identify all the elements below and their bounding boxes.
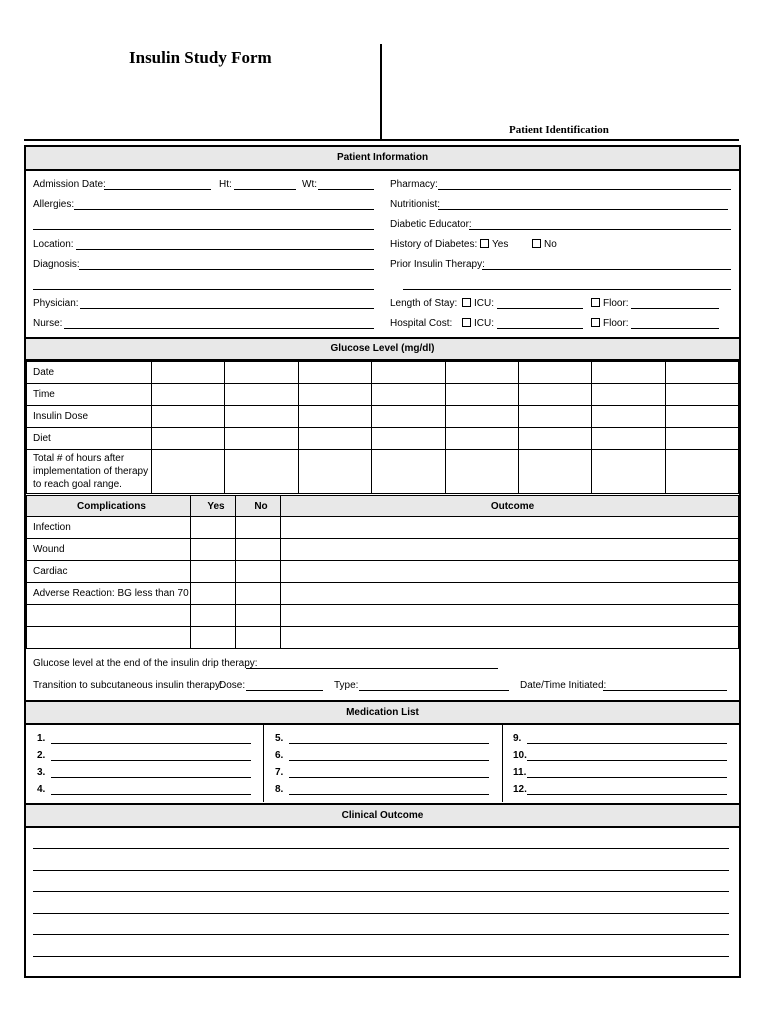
hospital-cost-label: Hospital Cost: — [390, 318, 453, 329]
pharmacy-label: Pharmacy: — [390, 179, 438, 190]
medication-field[interactable] — [51, 794, 251, 795]
glucose-row — [27, 406, 739, 428]
los-icu-option[interactable] — [462, 298, 494, 309]
form-frame — [24, 145, 741, 978]
glucose-cell[interactable] — [372, 450, 445, 494]
patient-identification-label: Patient Identification — [509, 124, 609, 136]
medication-number: 10. — [513, 750, 527, 761]
clinical-outcome-heading: Clinical Outcome — [26, 803, 739, 828]
glucose-cell[interactable] — [592, 362, 665, 384]
los-icu-label: ICU: — [474, 298, 494, 309]
diabetic-educator-field[interactable] — [469, 229, 731, 230]
prior-insulin-field[interactable] — [482, 269, 731, 270]
medication-field[interactable] — [289, 777, 489, 778]
nurse-label: Nurse: — [33, 318, 63, 329]
medication-field[interactable] — [527, 743, 727, 744]
glucose-cell[interactable] — [298, 384, 371, 406]
cost-icu-option[interactable] — [462, 318, 494, 329]
glucose-row — [27, 450, 739, 494]
glucose-cell[interactable] — [592, 384, 665, 406]
glucose-cell[interactable] — [518, 384, 591, 406]
medication-field[interactable] — [527, 794, 727, 795]
glucose-cell[interactable] — [592, 450, 665, 494]
medication-number: 6. — [275, 750, 284, 761]
diagnosis-field[interactable] — [79, 269, 374, 270]
medication-field[interactable] — [289, 794, 489, 795]
medication-number: 2. — [37, 750, 46, 761]
transition-label: Transition to subcutaneous insulin therapy: — [33, 680, 223, 691]
complication-row — [27, 539, 739, 561]
glucose-cell[interactable] — [445, 428, 518, 450]
glucose-cell[interactable] — [225, 362, 298, 384]
weight-field[interactable] — [318, 189, 374, 190]
complication-yes-cell[interactable] — [191, 517, 236, 539]
medication-number: 8. — [275, 784, 284, 795]
glucose-row — [27, 428, 739, 450]
glucose-cell[interactable] — [225, 384, 298, 406]
los-floor-option[interactable] — [591, 298, 629, 309]
glucose-cell[interactable] — [298, 428, 371, 450]
medication-field[interactable] — [527, 777, 727, 778]
nutritionist-field[interactable] — [438, 209, 728, 210]
length-of-stay-label: Length of Stay: — [390, 298, 458, 309]
medication-field[interactable] — [51, 743, 251, 744]
complication-yes-cell[interactable] — [191, 605, 236, 627]
complications-header: Complications — [27, 496, 191, 517]
medication-number: 3. — [37, 767, 46, 778]
glucose-row — [27, 384, 739, 406]
cost-icu-field[interactable] — [497, 328, 583, 329]
complication-no-cell[interactable] — [236, 627, 281, 649]
checkbox-icon[interactable] — [591, 298, 600, 307]
complication-no-cell[interactable] — [236, 539, 281, 561]
checkbox-icon[interactable] — [462, 318, 471, 327]
glucose-cell[interactable] — [592, 406, 665, 428]
glucose-cell[interactable] — [445, 362, 518, 384]
header-divider — [380, 44, 382, 140]
glucose-cell[interactable] — [665, 362, 738, 384]
glucose-row-label: Date — [27, 362, 152, 384]
history-of-diabetes-label: History of Diabetes: — [390, 239, 478, 250]
physician-label: Physician: — [33, 298, 79, 309]
glucose-cell[interactable] — [152, 450, 225, 494]
prior-insulin-label: Prior Insulin Therapy: — [390, 259, 485, 270]
outcome-header: Outcome — [281, 496, 739, 517]
glucose-cell[interactable] — [445, 384, 518, 406]
medication-col-divider — [263, 725, 264, 802]
type-label: Type: — [334, 680, 359, 691]
complication-row — [27, 517, 739, 539]
end-glucose-field[interactable] — [246, 668, 498, 669]
glucose-cell[interactable] — [225, 406, 298, 428]
glucose-cell[interactable] — [298, 450, 371, 494]
nutritionist-label: Nutritionist: — [390, 199, 441, 210]
dose-field[interactable] — [246, 690, 323, 691]
glucose-cell[interactable] — [152, 406, 225, 428]
complication-no-cell[interactable] — [236, 561, 281, 583]
complication-label: Adverse Reaction: BG less than 70 — [27, 583, 191, 605]
checkbox-icon[interactable] — [480, 239, 489, 248]
glucose-cell[interactable] — [152, 384, 225, 406]
medication-number: 4. — [37, 784, 46, 795]
glucose-cell[interactable] — [518, 406, 591, 428]
complication-no-cell[interactable] — [236, 605, 281, 627]
diagnosis-label: Diagnosis: — [33, 259, 80, 270]
complication-label: Wound — [27, 539, 191, 561]
medication-field[interactable] — [51, 777, 251, 778]
medication-field[interactable] — [289, 760, 489, 761]
history-no-label: No — [544, 239, 557, 250]
glucose-cell[interactable] — [372, 428, 445, 450]
complication-outcome-cell[interactable] — [281, 605, 739, 627]
diabetic-educator-label: Diabetic Educator: — [390, 219, 472, 230]
glucose-row-label: Insulin Dose — [27, 406, 152, 428]
allergies-field[interactable] — [74, 209, 374, 210]
glucose-cell[interactable] — [445, 406, 518, 428]
complication-no-cell[interactable] — [236, 583, 281, 605]
yes-header: Yes — [191, 496, 236, 517]
complication-row — [27, 627, 739, 649]
physician-field[interactable] — [80, 308, 374, 309]
medication-number: 5. — [275, 733, 284, 744]
complication-no-cell[interactable] — [236, 517, 281, 539]
cost-floor-option[interactable] — [591, 318, 629, 329]
medication-number: 1. — [37, 733, 46, 744]
history-no-option[interactable] — [532, 239, 557, 250]
checkbox-icon[interactable] — [532, 239, 541, 248]
complication-outcome-cell[interactable] — [281, 583, 739, 605]
admission-date-field[interactable] — [104, 189, 211, 190]
end-glucose-label: Glucose level at the end of the insulin drip therapy: — [33, 658, 258, 669]
history-yes-label: Yes — [492, 239, 509, 250]
complication-yes-cell[interactable] — [191, 627, 236, 649]
cost-floor-label: Floor: — [603, 318, 629, 329]
checkbox-icon[interactable] — [462, 298, 471, 307]
pharmacy-field[interactable] — [438, 189, 731, 190]
admission-date-label: Admission Date: — [33, 179, 106, 190]
medication-field[interactable] — [51, 760, 251, 761]
glucose-cell[interactable] — [225, 428, 298, 450]
clinical-outcome-line[interactable] — [33, 913, 729, 914]
allergies-field-2[interactable] — [33, 229, 374, 230]
header-rule — [24, 139, 739, 141]
history-yes-option[interactable] — [480, 239, 508, 250]
complication-label — [27, 605, 191, 627]
glucose-cell[interactable] — [592, 428, 665, 450]
prior-insulin-field-2[interactable] — [403, 289, 731, 290]
clinical-outcome-line[interactable] — [33, 870, 729, 871]
glucose-cell[interactable] — [665, 406, 738, 428]
form-title: Insulin Study Form — [129, 48, 272, 67]
medication-col-divider — [502, 725, 503, 802]
medication-number: 7. — [275, 767, 284, 778]
glucose-row-label: Total # of hours after implementation of therapy to reach goal range. — [27, 450, 152, 494]
glucose-row-label: Time — [27, 384, 152, 406]
diagnosis-field-2[interactable] — [33, 289, 374, 290]
glucose-table — [26, 361, 739, 494]
complication-outcome-cell[interactable] — [281, 539, 739, 561]
type-field[interactable] — [359, 690, 509, 691]
glucose-row-label: Diet — [27, 428, 152, 450]
complication-outcome-cell[interactable] — [281, 517, 739, 539]
date-time-field[interactable] — [603, 690, 727, 691]
complication-label: Cardiac — [27, 561, 191, 583]
glucose-cell[interactable] — [225, 450, 298, 494]
weight-label: Wt: — [302, 179, 317, 190]
los-icu-field[interactable] — [497, 308, 583, 309]
complication-label — [27, 627, 191, 649]
glucose-cell[interactable] — [298, 406, 371, 428]
glucose-cell[interactable] — [152, 428, 225, 450]
complication-row — [27, 561, 739, 583]
allergies-label: Allergies: — [33, 199, 75, 210]
glucose-heading: Glucose Level (mg/dl) — [26, 337, 739, 361]
clinical-outcome-line[interactable] — [33, 956, 729, 957]
date-time-label: Date/Time Initiated: — [520, 680, 607, 691]
glucose-row — [27, 362, 739, 384]
complication-row — [27, 583, 739, 605]
complication-label: Infection — [27, 517, 191, 539]
patient-info-heading: Patient Information — [26, 147, 739, 171]
checkbox-icon[interactable] — [591, 318, 600, 327]
height-label: Ht: — [219, 179, 232, 190]
glucose-cell[interactable] — [445, 450, 518, 494]
location-field[interactable] — [76, 249, 374, 250]
nurse-field[interactable] — [64, 328, 374, 329]
glucose-cell[interactable] — [372, 384, 445, 406]
dose-label: Dose: — [219, 680, 246, 691]
complication-yes-cell[interactable] — [191, 561, 236, 583]
los-floor-field[interactable] — [631, 308, 719, 309]
los-floor-label: Floor: — [603, 298, 629, 309]
glucose-cell[interactable] — [372, 362, 445, 384]
medication-number: 11. — [513, 767, 527, 778]
glucose-cell[interactable] — [152, 362, 225, 384]
glucose-cell[interactable] — [372, 406, 445, 428]
medication-number: 12. — [513, 784, 527, 795]
clinical-outcome-line[interactable] — [33, 934, 729, 935]
height-field[interactable] — [234, 189, 296, 190]
glucose-cell[interactable] — [518, 450, 591, 494]
cost-floor-field[interactable] — [631, 328, 719, 329]
glucose-cell[interactable] — [665, 450, 738, 494]
glucose-cell[interactable] — [665, 384, 738, 406]
complication-outcome-cell[interactable] — [281, 627, 739, 649]
glucose-cell[interactable] — [518, 362, 591, 384]
glucose-cell[interactable] — [518, 428, 591, 450]
medication-field[interactable] — [289, 743, 489, 744]
complications-table — [26, 495, 739, 649]
complication-outcome-cell[interactable] — [281, 561, 739, 583]
complication-yes-cell[interactable] — [191, 539, 236, 561]
medication-number: 9. — [513, 733, 522, 744]
location-label: Location: — [33, 239, 74, 250]
complication-yes-cell[interactable] — [191, 583, 236, 605]
medication-field[interactable] — [527, 760, 727, 761]
medication-heading: Medication List — [26, 700, 739, 725]
clinical-outcome-line[interactable] — [33, 848, 729, 849]
complication-row — [27, 605, 739, 627]
clinical-outcome-line[interactable] — [33, 891, 729, 892]
cost-icu-label: ICU: — [474, 318, 494, 329]
glucose-cell[interactable] — [298, 362, 371, 384]
no-header: No — [236, 496, 281, 517]
glucose-cell[interactable] — [665, 428, 738, 450]
